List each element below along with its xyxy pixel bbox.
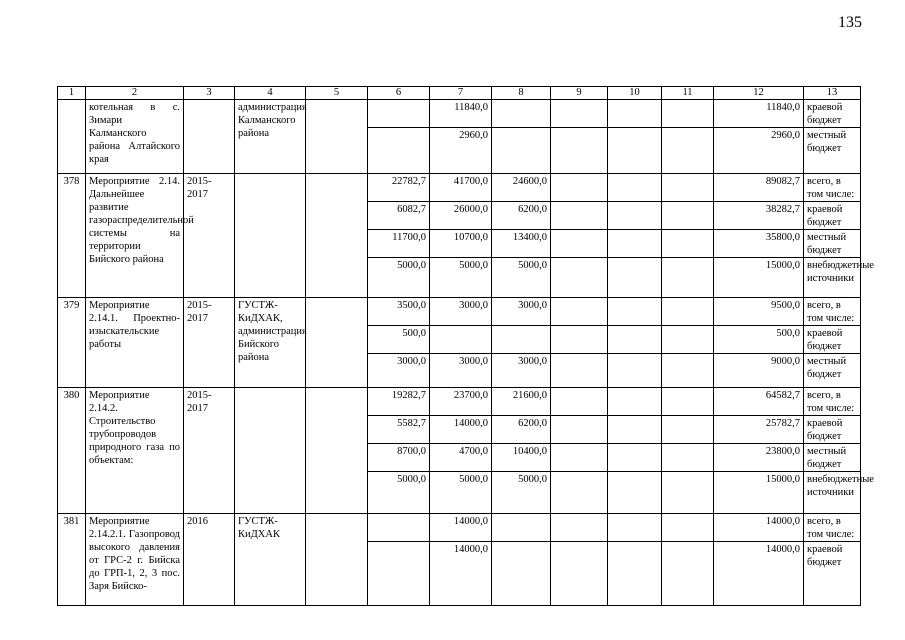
value-col-7: 14000,0 bbox=[430, 514, 492, 542]
funding-source: всего, в том числе: bbox=[804, 514, 861, 542]
value-col-11 bbox=[662, 354, 714, 388]
value-col-6: 5000,0 bbox=[368, 258, 430, 298]
years: 2015-2017 bbox=[184, 298, 235, 388]
years bbox=[184, 100, 235, 174]
value-col-10 bbox=[608, 514, 662, 542]
value-col-9 bbox=[551, 514, 608, 542]
value-col-8: 3000,0 bbox=[492, 298, 551, 326]
value-col-12: 15000,0 bbox=[714, 472, 804, 514]
value-col-9 bbox=[551, 128, 608, 174]
value-col-9 bbox=[551, 258, 608, 298]
value-col-7: 41700,0 bbox=[430, 174, 492, 202]
value-col-10 bbox=[608, 174, 662, 202]
measure-name: котельная в с. Зимари Калманского района Алтайского края bbox=[86, 100, 184, 174]
table-row bbox=[58, 514, 861, 542]
value-col-11 bbox=[662, 174, 714, 202]
col-header-11: 11 bbox=[662, 87, 714, 100]
value-col-8: 24600,0 bbox=[492, 174, 551, 202]
col-header-13: 13 bbox=[804, 87, 861, 100]
value-col-9 bbox=[551, 298, 608, 326]
value-col-6: 500,0 bbox=[368, 326, 430, 354]
table-row bbox=[58, 298, 861, 326]
value-col-12: 9000,0 bbox=[714, 354, 804, 388]
budget-table bbox=[57, 86, 874, 606]
value-col-9 bbox=[551, 100, 608, 128]
value-col-12: 89082,7 bbox=[714, 174, 804, 202]
value-col-7: 5000,0 bbox=[430, 472, 492, 514]
value-col-6: 3500,0 bbox=[368, 298, 430, 326]
col-header-4: 4 bbox=[235, 87, 306, 100]
value-col-12: 25782,7 bbox=[714, 416, 804, 444]
value-col-12: 23800,0 bbox=[714, 444, 804, 472]
value-col-11 bbox=[662, 416, 714, 444]
col-header-9: 9 bbox=[551, 87, 608, 100]
value-col-10 bbox=[608, 100, 662, 128]
value-col-11 bbox=[662, 326, 714, 354]
value-col-7: 3000,0 bbox=[430, 354, 492, 388]
years: 2016 bbox=[184, 514, 235, 606]
page-number: 135 bbox=[838, 14, 862, 31]
value-col-11 bbox=[662, 514, 714, 542]
value-col-8: 6200,0 bbox=[492, 202, 551, 230]
col-header-6: 6 bbox=[368, 87, 430, 100]
funding-source: внебюджетные источники bbox=[804, 472, 861, 514]
value-col-6: 5582,7 bbox=[368, 416, 430, 444]
col-header-10: 10 bbox=[608, 87, 662, 100]
executor bbox=[235, 174, 306, 298]
funding-source: всего, в том числе: bbox=[804, 174, 861, 202]
col-header-7: 7 bbox=[430, 87, 492, 100]
table-row bbox=[58, 174, 861, 202]
value-col-10 bbox=[608, 444, 662, 472]
value-col-8 bbox=[492, 128, 551, 174]
value-col-6 bbox=[368, 128, 430, 174]
value-col-10 bbox=[608, 258, 662, 298]
funding-source: всего, в том числе: bbox=[804, 388, 861, 416]
funding-source: местный бюджет bbox=[804, 128, 861, 174]
value-col-10 bbox=[608, 128, 662, 174]
value-col-11 bbox=[662, 542, 714, 606]
col-5 bbox=[306, 174, 368, 298]
value-col-8: 10400,0 bbox=[492, 444, 551, 472]
value-col-7: 3000,0 bbox=[430, 298, 492, 326]
years: 2015-2017 bbox=[184, 174, 235, 298]
value-col-8: 5000,0 bbox=[492, 258, 551, 298]
value-col-7: 14000,0 bbox=[430, 542, 492, 606]
value-col-10 bbox=[608, 416, 662, 444]
value-col-7: 4700,0 bbox=[430, 444, 492, 472]
table-row bbox=[58, 100, 861, 128]
value-col-11 bbox=[662, 202, 714, 230]
funding-source: всего, в том числе: bbox=[804, 298, 861, 326]
row-number: 381 bbox=[58, 514, 86, 606]
value-col-7: 5000,0 bbox=[430, 258, 492, 298]
value-col-12: 15000,0 bbox=[714, 258, 804, 298]
value-col-8: 3000,0 bbox=[492, 354, 551, 388]
value-col-11 bbox=[662, 388, 714, 416]
row-number: 378 bbox=[58, 174, 86, 298]
value-col-10 bbox=[608, 230, 662, 258]
funding-source: краевой бюджет bbox=[804, 416, 861, 444]
value-col-11 bbox=[662, 444, 714, 472]
value-col-12: 500,0 bbox=[714, 326, 804, 354]
value-col-10 bbox=[608, 326, 662, 354]
funding-source: краевой бюджет bbox=[804, 202, 861, 230]
measure-name: Мероприятие 2.14.2. Строительство трубопроводов природного газа по объектам: bbox=[86, 388, 184, 514]
measure-name: Мероприятие 2.14.2.1. Газопровод высокого давления от ГРС-2 г. Бийска до ГРП-1, 2, 3 пос. Заря Бийско- bbox=[86, 514, 184, 606]
value-col-10 bbox=[608, 298, 662, 326]
value-col-6: 19282,7 bbox=[368, 388, 430, 416]
value-col-9 bbox=[551, 416, 608, 444]
funding-source: внебюджетные источники bbox=[804, 258, 861, 298]
row-number: 379 bbox=[58, 298, 86, 388]
measure-name: Мероприятие 2.14. Дальнейшее развитие газораспределительной системы на территории Бийского района bbox=[86, 174, 184, 298]
value-col-8: 6200,0 bbox=[492, 416, 551, 444]
col-header-3: 3 bbox=[184, 87, 235, 100]
value-col-9 bbox=[551, 326, 608, 354]
value-col-9 bbox=[551, 174, 608, 202]
value-col-6: 22782,7 bbox=[368, 174, 430, 202]
measure-name: Мероприятие 2.14.1. Проектно-изыскательские работы bbox=[86, 298, 184, 388]
value-col-8 bbox=[492, 326, 551, 354]
value-col-12: 9500,0 bbox=[714, 298, 804, 326]
value-col-10 bbox=[608, 542, 662, 606]
value-col-6 bbox=[368, 542, 430, 606]
value-col-6: 3000,0 bbox=[368, 354, 430, 388]
value-col-7: 2960,0 bbox=[430, 128, 492, 174]
col-header-12: 12 bbox=[714, 87, 804, 100]
column-number-row bbox=[58, 87, 861, 100]
funding-source: местный бюджет bbox=[804, 354, 861, 388]
value-col-11 bbox=[662, 258, 714, 298]
col-5 bbox=[306, 514, 368, 606]
funding-source: местный бюджет bbox=[804, 230, 861, 258]
executor bbox=[235, 388, 306, 514]
value-col-10 bbox=[608, 354, 662, 388]
row-number bbox=[58, 100, 86, 174]
value-col-7: 11840,0 bbox=[430, 100, 492, 128]
years: 2015-2017 bbox=[184, 388, 235, 514]
funding-source: местный бюджет bbox=[804, 444, 861, 472]
value-col-10 bbox=[608, 472, 662, 514]
value-col-8 bbox=[492, 542, 551, 606]
funding-source: краевой бюджет bbox=[804, 542, 861, 606]
value-col-11 bbox=[662, 472, 714, 514]
value-col-6: 6082,7 bbox=[368, 202, 430, 230]
funding-source: краевой бюджет bbox=[804, 100, 861, 128]
col-header-2: 2 bbox=[86, 87, 184, 100]
executor: администрация Калманского района bbox=[235, 100, 306, 174]
value-col-6: 8700,0 bbox=[368, 444, 430, 472]
value-col-11 bbox=[662, 128, 714, 174]
value-col-6 bbox=[368, 514, 430, 542]
funding-source: краевой бюджет bbox=[804, 326, 861, 354]
value-col-8: 5000,0 bbox=[492, 472, 551, 514]
executor: ГУСТЖ-КиДХАК bbox=[235, 514, 306, 606]
col-5 bbox=[306, 100, 368, 174]
value-col-6 bbox=[368, 100, 430, 128]
value-col-7: 14000,0 bbox=[430, 416, 492, 444]
value-col-10 bbox=[608, 388, 662, 416]
value-col-8: 13400,0 bbox=[492, 230, 551, 258]
col-header-5: 5 bbox=[306, 87, 368, 100]
value-col-7: 23700,0 bbox=[430, 388, 492, 416]
col-header-1: 1 bbox=[58, 87, 86, 100]
value-col-9 bbox=[551, 472, 608, 514]
value-col-11 bbox=[662, 100, 714, 128]
value-col-8 bbox=[492, 100, 551, 128]
value-col-9 bbox=[551, 444, 608, 472]
value-col-9 bbox=[551, 230, 608, 258]
value-col-12: 14000,0 bbox=[714, 514, 804, 542]
value-col-6: 5000,0 bbox=[368, 472, 430, 514]
value-col-8 bbox=[492, 514, 551, 542]
value-col-7: 26000,0 bbox=[430, 202, 492, 230]
col-5 bbox=[306, 298, 368, 388]
value-col-9 bbox=[551, 542, 608, 606]
row-number: 380 bbox=[58, 388, 86, 514]
value-col-12: 38282,7 bbox=[714, 202, 804, 230]
value-col-12: 35800,0 bbox=[714, 230, 804, 258]
value-col-12: 64582,7 bbox=[714, 388, 804, 416]
value-col-6: 11700,0 bbox=[368, 230, 430, 258]
value-col-10 bbox=[608, 202, 662, 230]
col-header-8: 8 bbox=[492, 87, 551, 100]
value-col-11 bbox=[662, 230, 714, 258]
col-5 bbox=[306, 388, 368, 514]
table-row bbox=[58, 388, 861, 416]
value-col-12: 14000,0 bbox=[714, 542, 804, 606]
value-col-8: 21600,0 bbox=[492, 388, 551, 416]
value-col-12: 2960,0 bbox=[714, 128, 804, 174]
value-col-9 bbox=[551, 354, 608, 388]
value-col-11 bbox=[662, 298, 714, 326]
value-col-12: 11840,0 bbox=[714, 100, 804, 128]
executor: ГУСТЖ-КиДХАК, администрация Бийского района bbox=[235, 298, 306, 388]
value-col-9 bbox=[551, 202, 608, 230]
value-col-7: 10700,0 bbox=[430, 230, 492, 258]
value-col-7 bbox=[430, 326, 492, 354]
value-col-9 bbox=[551, 388, 608, 416]
